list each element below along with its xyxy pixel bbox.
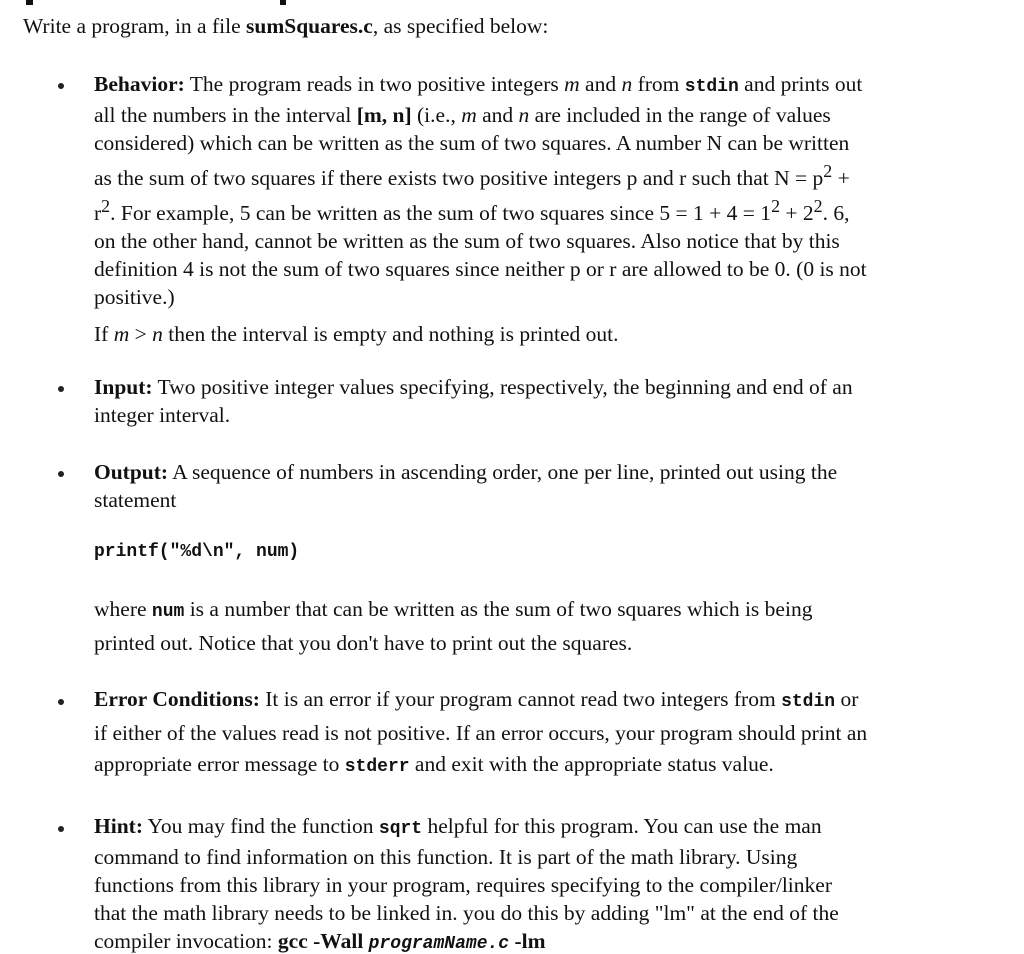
interval-notation: [m, n]: [356, 103, 412, 127]
errors-label: Error Conditions:: [94, 687, 260, 711]
lm-flag: -lm: [509, 929, 546, 953]
behavior-line-1: Behavior: The program reads in two positive integers m and n from stdin and prints out: [94, 72, 863, 97]
bullet-dot: [58, 386, 64, 392]
behavior-section: [94, 70, 944, 311]
hint-line-2: command to find information on this function. It is part of the math library. Using: [94, 845, 798, 869]
bullet-dot: [58, 83, 64, 89]
program-name-code: programName.c: [368, 934, 510, 953]
behavior-line-6: on the other hand, cannot be written as the sum of two squares. Also notice that by this: [94, 229, 840, 254]
hint-line-4: that the math library needs to be linked in. you do this by adding "lm" at the end of the: [94, 901, 839, 925]
stdin-code: stdin: [781, 692, 836, 712]
gcc-command: gcc -Wall: [277, 929, 369, 953]
hint-line-3: functions from this library in your program, requires specifying to the compiler/linker: [94, 873, 832, 897]
num-code: num: [151, 602, 185, 622]
behavior-line-4: as the sum of two squares if there exists two positive integers p and r such that $N = p^2$ +: [94, 161, 850, 191]
output-line-2: statement: [94, 488, 177, 512]
output-line-1: Output: A sequence of numbers in ascending order, one per line, printed out using the: [94, 460, 838, 484]
sqrt-code: sqrt: [378, 819, 423, 839]
bullet-dot: [58, 699, 64, 705]
hint-line-5: compiler invocation: gcc -Wall programName.c -lm: [94, 929, 546, 953]
intro-sentence: [23, 10, 548, 42]
intro-text-2: , as specified below:: [372, 14, 549, 38]
input-line-1: Input: Two positive integer values specifying, respectively, the beginning and end of an: [94, 375, 853, 399]
hint-label: Hint:: [94, 814, 143, 838]
clipped-heading-fragment: [280, 0, 286, 5]
input-label: Input:: [94, 375, 153, 399]
errors-line-3: appropriate error message to stderr and exit with the appropriate status value.: [94, 752, 774, 777]
empty-interval-note: If m > n then the interval is empty and nothing is printed out.: [94, 322, 619, 346]
output-where-note: where num is a number that can be written as the sum of two squares which is being printed out. Notice that you don't have to print out the squares.: [94, 597, 813, 655]
input-section: [94, 373, 944, 429]
stdin-code: stdin: [684, 77, 739, 97]
intro-filename: sumSquares.c: [246, 14, 373, 38]
intro-text-1: Write a program, in a file: [23, 14, 246, 38]
bullet-dot: [58, 826, 64, 832]
errors-line-2: if either of the values read is not positive. If an error occurs, your program should print an: [94, 721, 868, 745]
behavior-label: Behavior:: [94, 72, 185, 96]
stderr-code: stderr: [344, 757, 410, 777]
behavior-line-8: positive.): [94, 285, 175, 310]
output-label: Output:: [94, 460, 169, 484]
behavior-line-3: considered) which can be written as the sum of two squares. A number N can be written: [94, 131, 850, 155]
output-section: [94, 458, 944, 514]
behavior-line-5: $r^2$. For example, 5 can be written as the sum of two squares since $5 = 1 + 4 = 1^2 + 2^2$. 6,: [94, 196, 850, 226]
errors-section: [94, 684, 944, 783]
hint-line-1: Hint: You may find the function sqrt helpful for this program. You can use the man: [94, 814, 822, 839]
input-line-2: integer interval.: [94, 403, 231, 427]
printf-statement: printf("%d\n", num): [94, 542, 300, 562]
bullet-dot: [58, 471, 64, 477]
behavior-line-7: definition 4 is not the sum of two squares since neither p or r are allowed to be 0. (0 is not: [94, 257, 867, 282]
errors-line-1: Error Conditions: It is an error if your program cannot read two integers from stdin or: [94, 687, 859, 712]
behavior-line-2: all the numbers in the interval [m, n] (i.e., m and n are included in the range of values: [94, 103, 831, 127]
clipped-heading-fragment: [26, 0, 33, 5]
hint-section: [94, 812, 944, 953]
